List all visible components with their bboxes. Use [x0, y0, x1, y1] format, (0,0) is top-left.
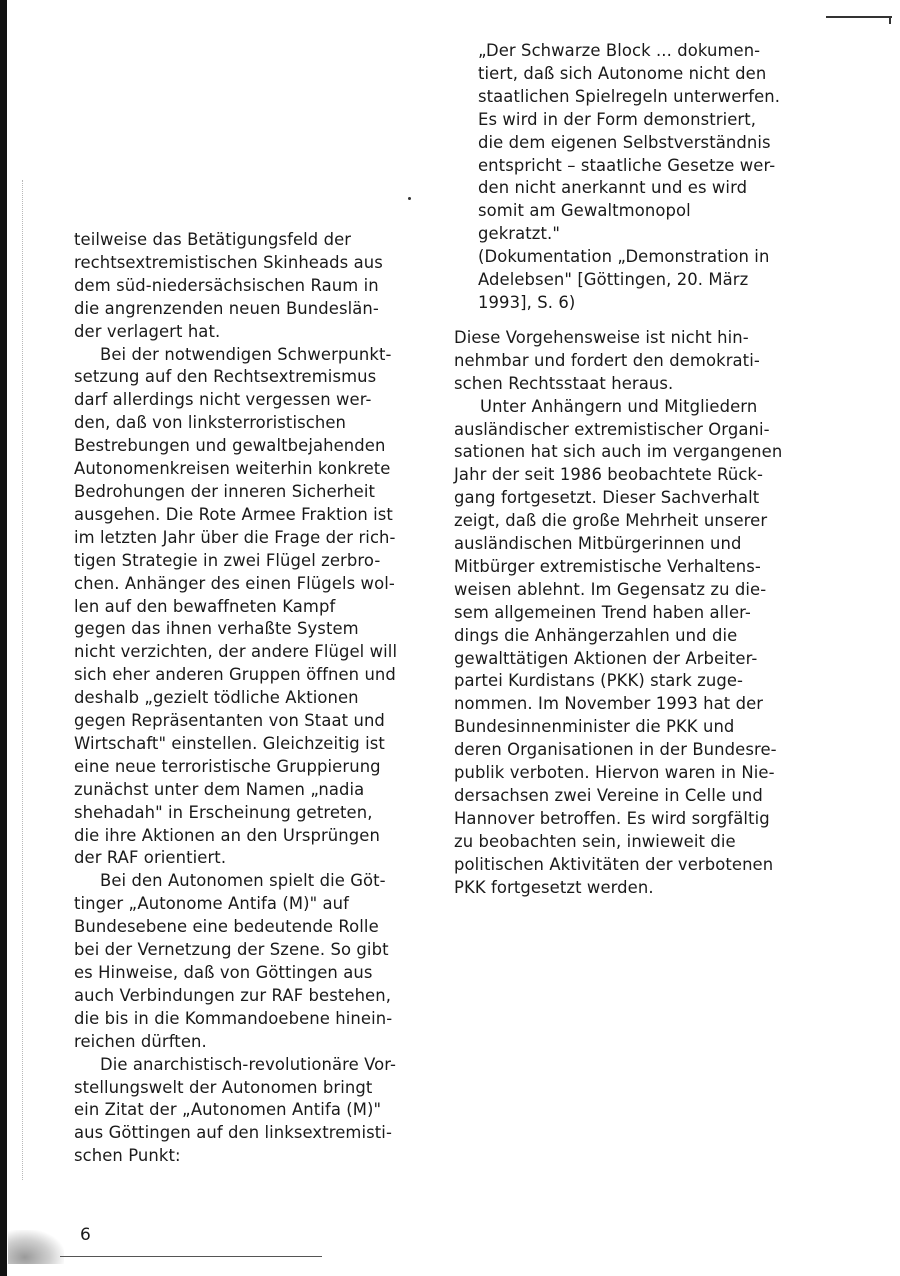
- text-line: der RAF orientiert.: [74, 848, 227, 868]
- text-line: len auf den bewaffneten Kampf: [74, 596, 336, 616]
- quote-line: Es wird in der Form demonstriert,: [478, 109, 757, 129]
- text-line: publik verboten. Hiervon waren in Nie-: [454, 763, 775, 783]
- text-line: im letzten Jahr über die Frage der rich-: [74, 527, 396, 547]
- text-line: gegen das ihnen verhaßte System: [74, 619, 359, 639]
- quote-line: gekratzt.": [478, 224, 560, 244]
- quote-line: tiert, daß sich Autonome nicht den: [478, 63, 767, 83]
- text-line: partei Kurdistans (PKK) stark zuge-: [454, 671, 744, 691]
- text-line: sationen hat sich auch im vergangenen: [454, 442, 783, 462]
- text-line: PKK fortgesetzt werden.: [454, 877, 654, 897]
- scan-corner-smudge: [8, 1230, 64, 1264]
- text-line: der verlagert hat.: [74, 321, 221, 341]
- quote-citation: Adelebsen" [Göttingen, 20. März: [478, 270, 749, 290]
- block-quote: [478, 40, 814, 315]
- text-line: Bei der notwendigen Schwerpunkt-: [100, 344, 392, 364]
- right-column: [454, 40, 814, 900]
- quote-citation: (Dokumentation „Demonstration in: [478, 247, 770, 267]
- text-line: setzung auf den Rechtsextremismus: [74, 367, 377, 387]
- text-line: tinger „Autonome Antifa (M)" auf: [74, 894, 350, 914]
- text-line: Autonomenkreisen weiterhin konkrete: [74, 459, 391, 479]
- text-line: chen. Anhänger des einen Flügels wol-: [74, 573, 395, 593]
- quote-line: somit am Gewaltmonopol: [478, 201, 691, 221]
- text-line: zu beobachten sein, inwieweit die: [454, 831, 736, 851]
- text-line: stellungswelt der Autonomen bringt: [74, 1077, 373, 1097]
- text-line: Die anarchistisch-revolutionäre Vor-: [100, 1054, 397, 1074]
- text-line: die angrenzenden neuen Bundeslän-: [74, 298, 379, 318]
- text-line: zunächst unter dem Namen „nadia: [74, 779, 365, 799]
- text-line: sich eher anderen Gruppen öffnen und: [74, 665, 396, 685]
- text-line: dersachsen zwei Vereine in Celle und: [454, 786, 763, 805]
- quote-line: entspricht – staatliche Gesetze wer-: [478, 155, 776, 175]
- quote-line: „Der Schwarze Block ... dokumen-: [478, 41, 761, 60]
- text-line: Bundesinnenminister die PKK und: [454, 717, 735, 737]
- text-line: Bundesebene eine bedeutende Rolle: [74, 917, 379, 937]
- text-line: auch Verbindungen zur RAF bestehen,: [74, 985, 392, 1005]
- text-line: shehadah" in Erscheinung getreten,: [74, 802, 373, 822]
- text-line: politischen Aktivitäten der verbotenen: [454, 854, 774, 874]
- text-line: ausländischen Mitbürgerinnen und: [454, 534, 742, 554]
- text-line: dem süd-niedersächsischen Raum in: [74, 275, 379, 295]
- binding-dotted-line: [22, 180, 23, 1180]
- text-line: Bei den Autonomen spielt die Göt-: [100, 871, 386, 891]
- text-line: deshalb „gezielt tödliche Aktionen: [74, 688, 359, 708]
- text-line: Bestrebungen und gewaltbejahenden: [74, 436, 386, 456]
- text-line: deren Organisationen in der Bundesre-: [454, 740, 777, 760]
- text-line: zeigt, daß die große Mehrheit unserer: [454, 511, 768, 531]
- text-line: nicht verzichten, der andere Flügel will: [74, 642, 398, 662]
- top-right-rule: [826, 16, 892, 18]
- text-line: tigen Strategie in zwei Flügel zerbro-: [74, 550, 381, 570]
- bottom-rule: [60, 1256, 322, 1257]
- text-line: ausgehen. Die Rote Armee Fraktion ist: [74, 504, 393, 524]
- text-line: Unter Anhängern und Mitgliedern: [480, 396, 758, 416]
- text-line: teilweise das Betätigungsfeld der: [74, 230, 352, 249]
- text-line: ein Zitat der „Autonomen Antifa (M)": [74, 1100, 382, 1120]
- scan-speck: [408, 197, 411, 200]
- text-line: weisen ablehnt. Im Gegensatz zu die-: [454, 579, 767, 599]
- text-line: bei der Vernetzung der Szene. So gibt: [74, 940, 389, 960]
- text-line: gewalttätigen Aktionen der Arbeiter-: [454, 648, 758, 668]
- scan-left-border: [0, 0, 7, 1276]
- text-line: nehmbar und fordert den demokrati-: [454, 350, 760, 370]
- text-line: Jahr der seit 1986 beobachtete Rück-: [454, 465, 764, 485]
- quote-citation: 1993], S. 6): [478, 292, 576, 312]
- text-line: aus Göttingen auf den linksextremisti-: [74, 1123, 392, 1143]
- left-column: [74, 229, 424, 1168]
- text-line: die bis in die Kommandoebene hinein-: [74, 1008, 393, 1028]
- text-line: ausländischer extremistischer Organi-: [454, 419, 770, 439]
- text-line: eine neue terroristische Gruppierung: [74, 756, 381, 776]
- text-line: dings die Anhängerzahlen und die: [454, 625, 738, 645]
- text-line: darf allerdings nicht vergessen wer-: [74, 390, 372, 410]
- quote-line: staatlichen Spielregeln unterwerfen.: [478, 86, 781, 106]
- text-line: reichen dürften.: [74, 1031, 207, 1051]
- text-line: gegen Repräsentanten von Staat und: [74, 711, 385, 731]
- text-line: gang fortgesetzt. Dieser Sachverhalt: [454, 488, 760, 508]
- text-line: Bedrohungen der inneren Sicherheit: [74, 481, 376, 501]
- text-line: es Hinweise, daß von Göttingen aus: [74, 963, 373, 982]
- page-number: 6: [80, 1225, 91, 1245]
- text-line: nommen. Im November 1993 hat der: [454, 694, 764, 714]
- text-line: schen Rechtsstaat heraus.: [454, 373, 674, 393]
- text-line: Diese Vorgehensweise ist nicht hin-: [454, 327, 749, 347]
- text-line: Hannover betroffen. Es wird sorgfältig: [454, 808, 770, 828]
- text-line: die ihre Aktionen an den Ursprüngen: [74, 825, 380, 845]
- text-line: schen Punkt:: [74, 1146, 181, 1166]
- top-right-rule-tick: [889, 16, 891, 24]
- text-line: den, daß von linksterroristischen: [74, 413, 347, 433]
- text-line: Mitbürger extremistische Verhaltens-: [454, 556, 761, 576]
- text-line: rechtsextremistischen Skinheads aus: [74, 252, 383, 272]
- text-line: sem allgemeinen Trend haben aller-: [454, 602, 751, 622]
- paragraph-gap: [454, 315, 814, 327]
- text-line: Wirtschaft" einstellen. Gleichzeitig ist: [74, 733, 385, 753]
- quote-line: den nicht anerkannt und es wird: [478, 178, 748, 198]
- quote-line: die dem eigenen Selbstverständnis: [478, 132, 771, 152]
